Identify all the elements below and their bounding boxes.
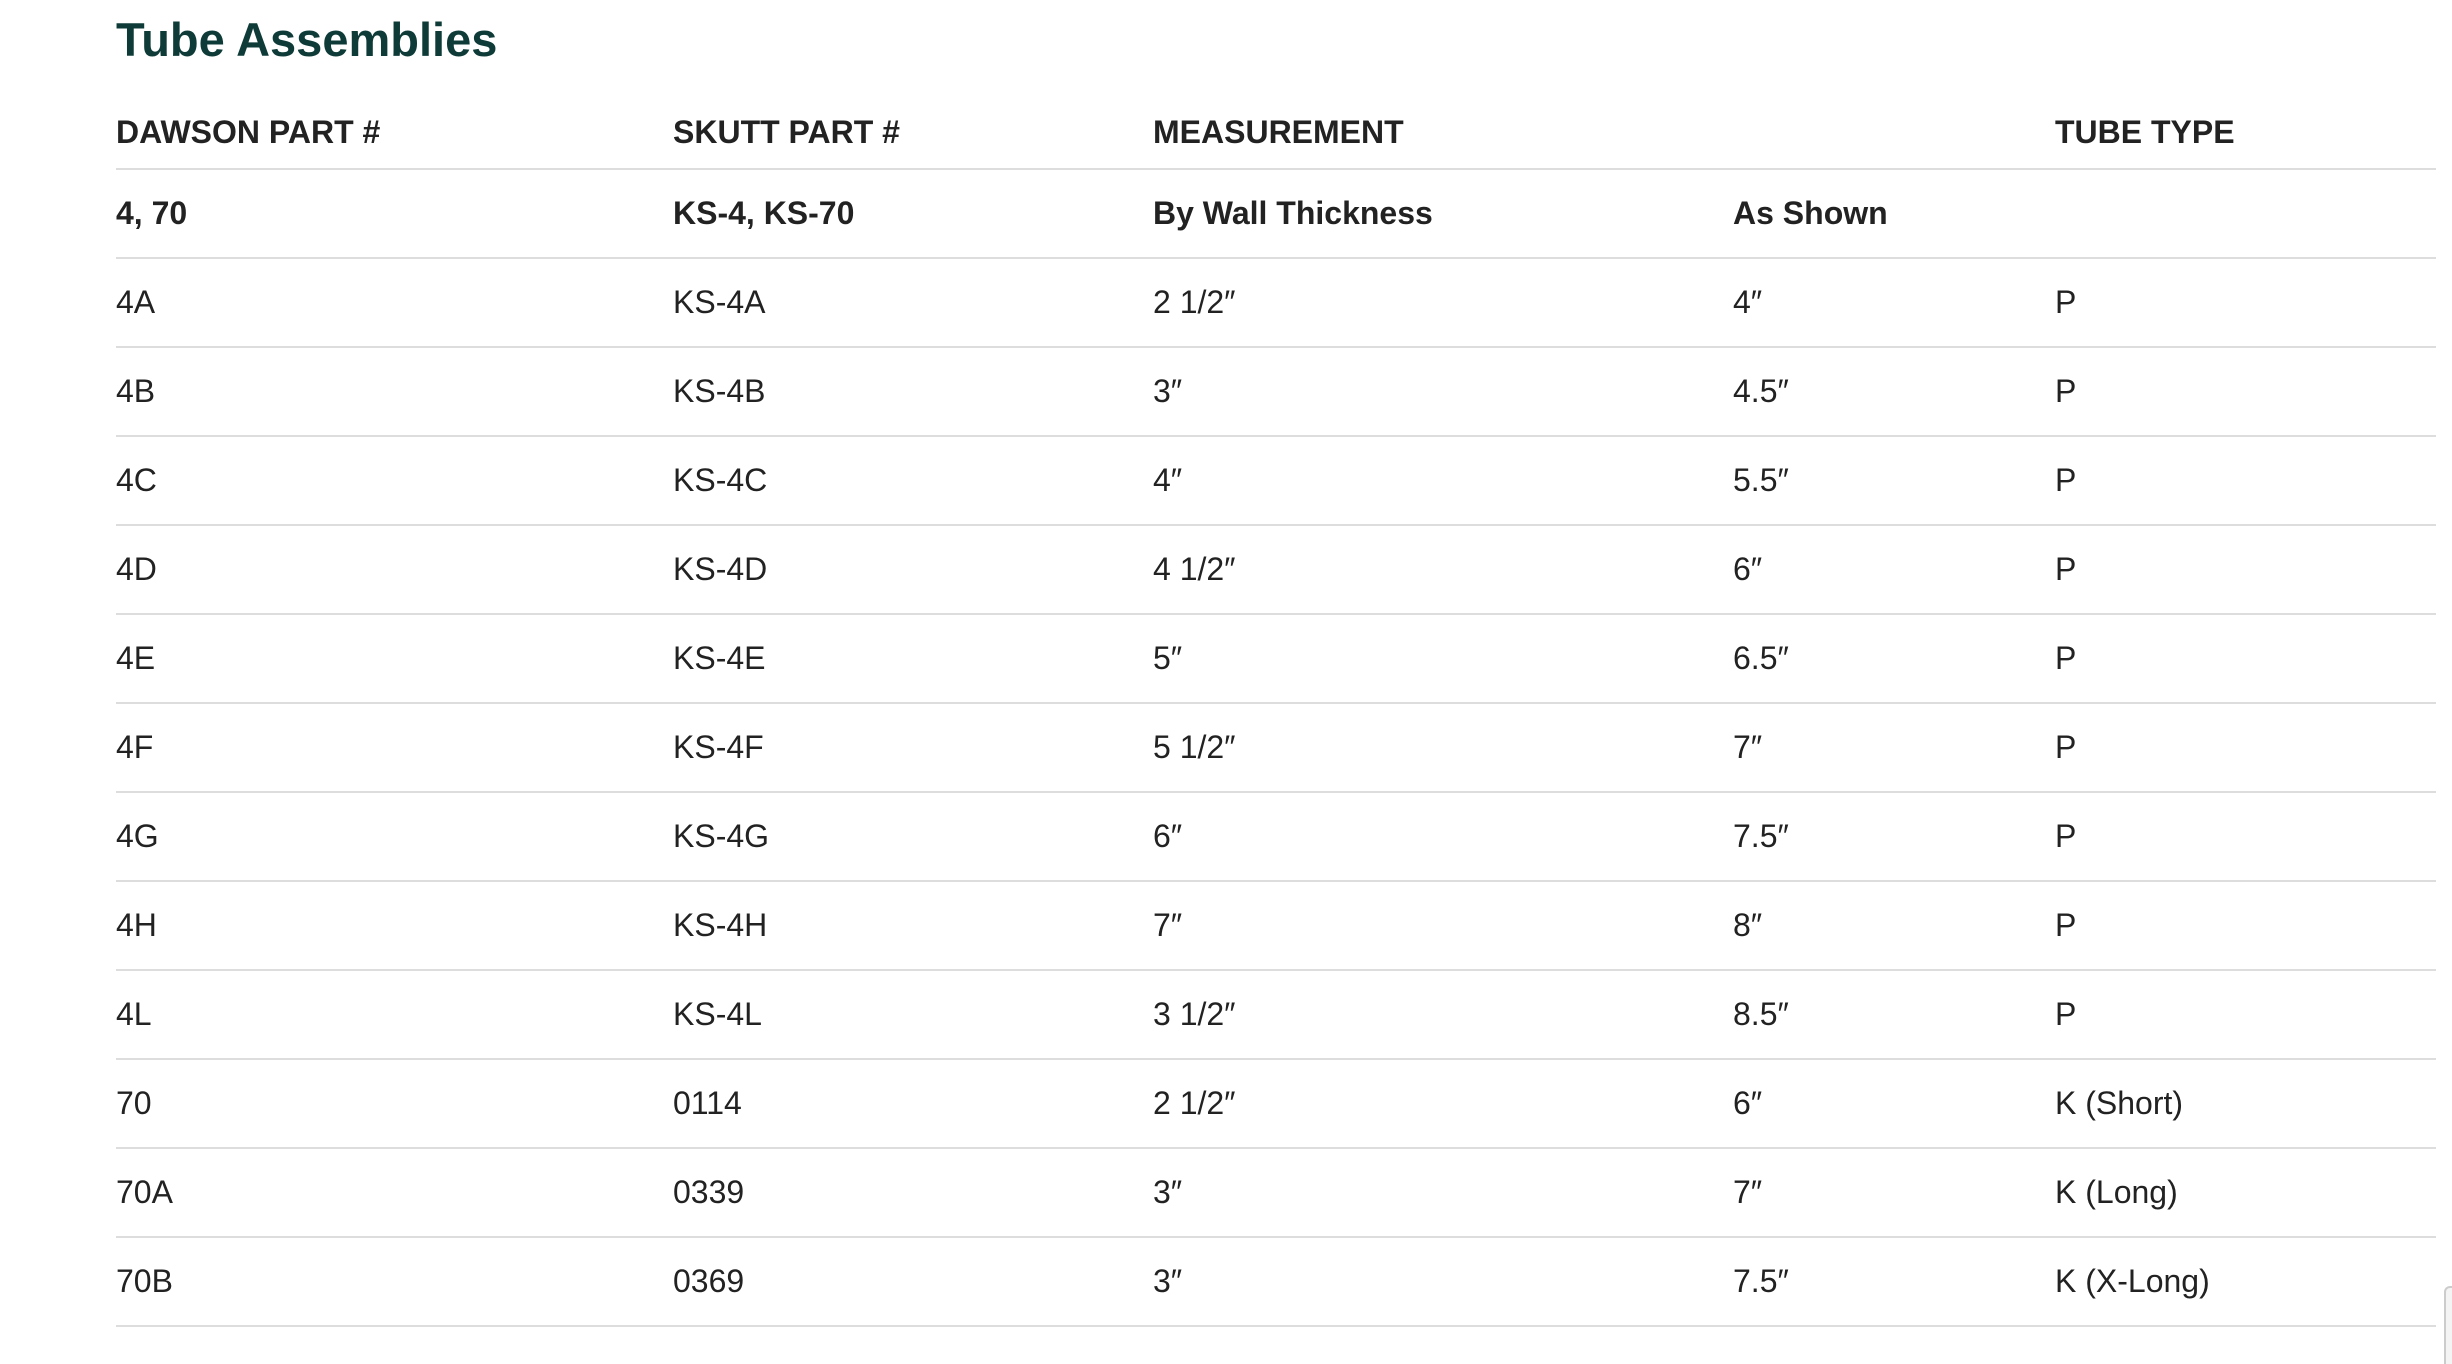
cell-measurement-wall: 5″ [1153, 640, 1183, 676]
cell-tube-type: P [2055, 551, 2077, 587]
cell-dawson-part: 4C [116, 462, 157, 498]
cell-tube-type: K (Short) [2055, 1085, 2184, 1121]
table-row [116, 259, 2436, 348]
cell-measurement-wall: 5 1/2″ [1153, 729, 1236, 765]
cell-measurement-shown: 4.5″ [1733, 373, 1789, 409]
cell-dawson-part: 4L [116, 996, 152, 1032]
cell-measurement-wall: 3 1/2″ [1153, 996, 1236, 1032]
cell-skutt-part: KS-4H [673, 907, 768, 943]
cell-dawson-part: 4H [116, 907, 157, 943]
table-header-row [116, 96, 2436, 170]
cell-dawson-part: 70A [116, 1174, 173, 1210]
cell-measurement-wall: 6″ [1153, 818, 1183, 854]
cell-measurement-wall: 4 1/2″ [1153, 551, 1236, 587]
cell-dawson-part: 4A [116, 284, 156, 320]
table-row [116, 348, 2436, 437]
cell-skutt-part: 0369 [673, 1263, 745, 1299]
cell-skutt-part: KS-4C [673, 462, 768, 498]
cell-tube-type: P [2055, 462, 2077, 498]
cell-tube-type: K (Long) [2055, 1174, 2178, 1210]
cell-measurement-shown: 8.5″ [1733, 996, 1789, 1032]
cell-tube-type: P [2055, 729, 2077, 765]
cell-measurement-shown: 5.5″ [1733, 462, 1789, 498]
cell-dawson-part: 70B [116, 1263, 173, 1299]
cell-measurement-wall: 7″ [1153, 907, 1183, 943]
cell-skutt-part: 0339 [673, 1174, 745, 1210]
cell-dawson-part: 4B [116, 373, 156, 409]
cell-measurement-shown: 6″ [1733, 551, 1763, 587]
cell-dawson-part: 4D [116, 551, 157, 587]
table-row [116, 882, 2436, 971]
cell-skutt-part: KS-4E [673, 640, 766, 676]
cell-measurement-shown: 7.5″ [1733, 1263, 1789, 1299]
cell-measurement-wall: 3″ [1153, 373, 1183, 409]
page-title: Tube Assemblies [116, 13, 498, 66]
table-subheader-row [116, 170, 2436, 259]
cell-measurement-shown: 7″ [1733, 1174, 1763, 1210]
cell-tube-type: P [2055, 373, 2077, 409]
cell-measurement-shown: 7″ [1733, 729, 1763, 765]
cell-measurement-shown: 6″ [1733, 1085, 1763, 1121]
header-tube-type: TUBE TYPE [2055, 113, 2235, 150]
header-skutt-part: SKUTT PART # [673, 113, 900, 150]
table-row [116, 971, 2436, 1060]
subheader-dawson-part: 4, 70 [116, 195, 188, 231]
scrollbar-thumb[interactable] [2444, 1286, 2452, 1364]
cell-skutt-part: KS-4F [673, 729, 764, 765]
cell-tube-type: P [2055, 818, 2077, 854]
table-row [116, 1238, 2436, 1327]
table-row [116, 615, 2436, 704]
cell-tube-type: P [2055, 907, 2077, 943]
cell-measurement-wall: 3″ [1153, 1174, 1183, 1210]
cell-dawson-part: 4G [116, 818, 159, 854]
cell-measurement-shown: 6.5″ [1733, 640, 1789, 676]
cell-measurement-shown: 8″ [1733, 907, 1763, 943]
cell-skutt-part: KS-4B [673, 373, 766, 409]
table-row [116, 793, 2436, 882]
header-dawson-part: DAWSON PART # [116, 113, 381, 150]
subheader-skutt-part: KS-4, KS-70 [673, 195, 855, 231]
tube-assemblies-table [116, 96, 2436, 1327]
cell-skutt-part: KS-4G [673, 818, 770, 854]
subheader-as-shown: As Shown [1733, 195, 1888, 231]
table-row [116, 1149, 2436, 1238]
cell-dawson-part: 4F [116, 729, 154, 765]
header-measurement: MEASUREMENT [1153, 113, 1404, 150]
cell-tube-type: P [2055, 284, 2077, 320]
cell-measurement-wall: 4″ [1153, 462, 1183, 498]
cell-measurement-wall: 2 1/2″ [1153, 1085, 1236, 1121]
subheader-by-wall-thickness: By Wall Thickness [1153, 195, 1433, 231]
cell-measurement-shown: 4″ [1733, 284, 1763, 320]
cell-skutt-part: KS-4A [673, 284, 766, 320]
cell-dawson-part: 70 [116, 1085, 152, 1121]
cell-skutt-part: 0114 [673, 1085, 742, 1121]
cell-measurement-wall: 2 1/2″ [1153, 284, 1236, 320]
cell-tube-type: P [2055, 996, 2077, 1032]
cell-measurement-wall: 3″ [1153, 1263, 1183, 1299]
table-row [116, 704, 2436, 793]
cell-tube-type: K (X-Long) [2055, 1263, 2210, 1299]
cell-measurement-shown: 7.5″ [1733, 818, 1789, 854]
table-row [116, 1060, 2436, 1149]
cell-dawson-part: 4E [116, 640, 156, 676]
cell-tube-type: P [2055, 640, 2077, 676]
table-row [116, 437, 2436, 526]
cell-skutt-part: KS-4L [673, 996, 762, 1032]
cell-skutt-part: KS-4D [673, 551, 768, 587]
table-row [116, 526, 2436, 615]
